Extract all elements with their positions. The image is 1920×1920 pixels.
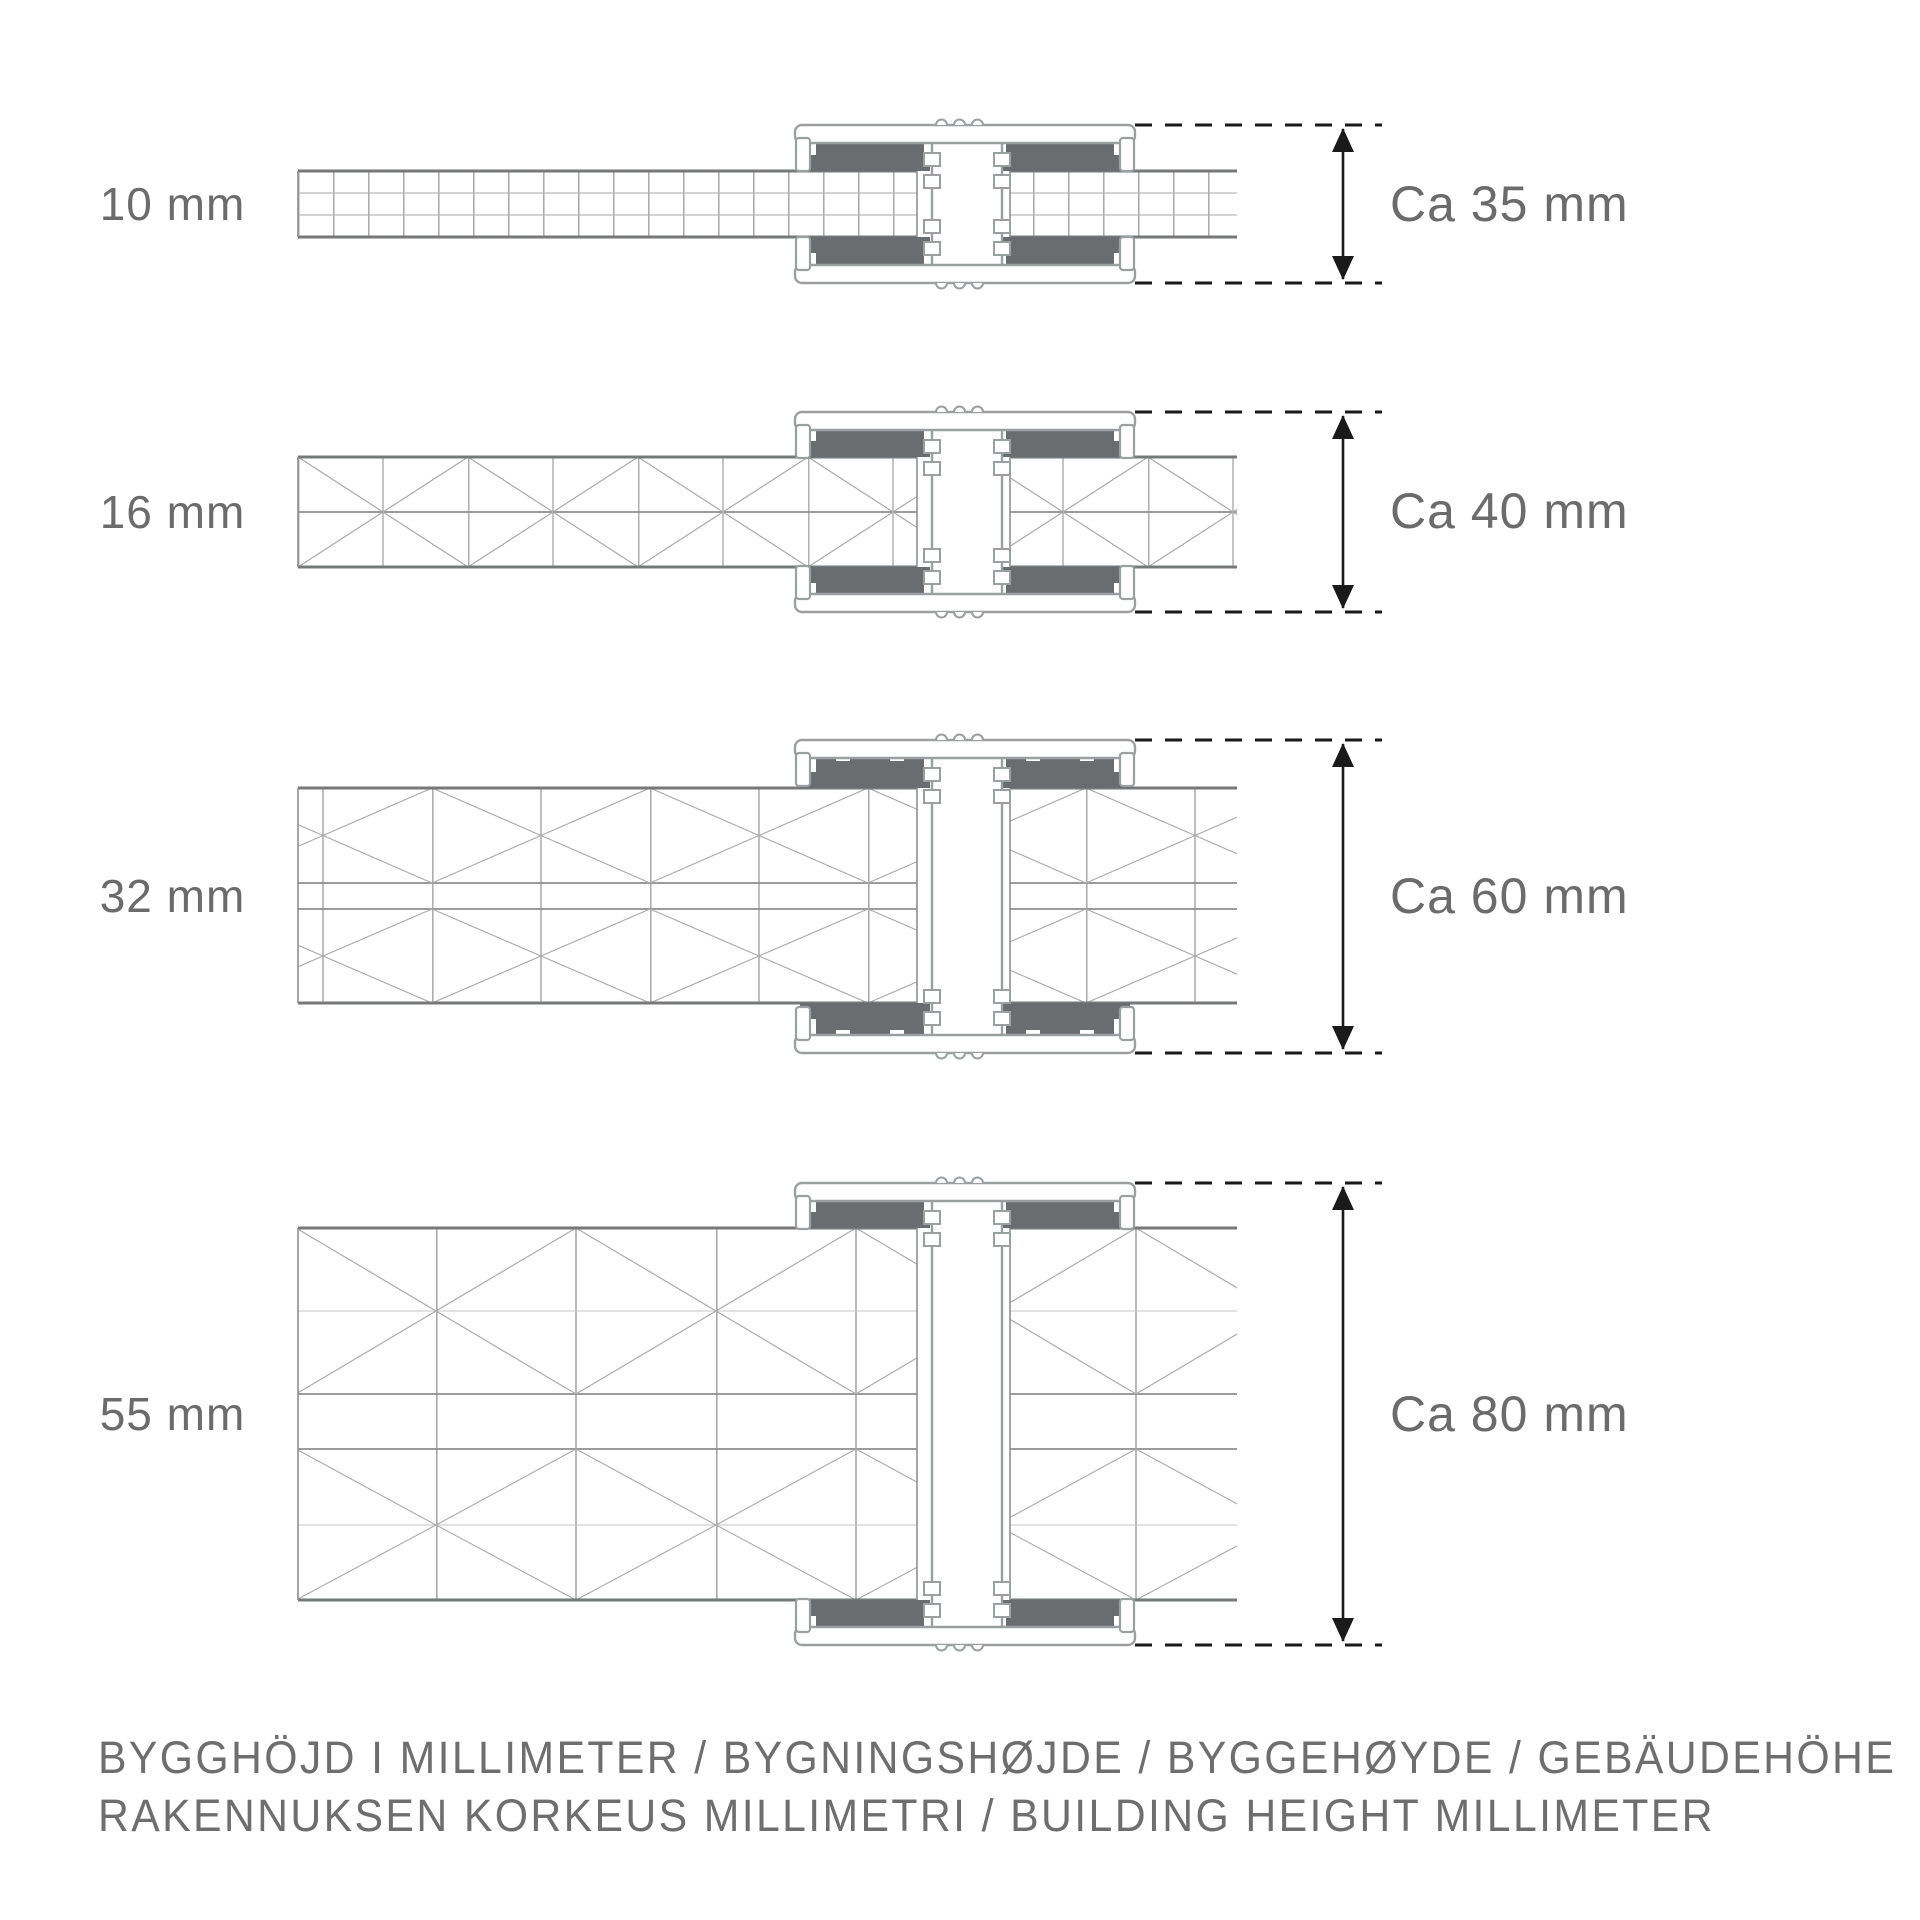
panel-55mm bbox=[298, 1228, 1237, 1600]
panel-thickness-label-16mm: 16 mm bbox=[99, 486, 246, 538]
panel-16mm bbox=[298, 457, 1237, 567]
arrow-up-icon bbox=[1332, 1186, 1354, 1210]
panel-32mm bbox=[298, 788, 1237, 1003]
row-32mm-cross-section bbox=[298, 735, 1382, 1059]
panel-thickness-label-10mm: 10 mm bbox=[99, 178, 246, 230]
profile-core bbox=[932, 141, 1002, 267]
caption-line-2: RAKENNUKSEN KORKEUS MILLIMETRI / BUILDING HEIGHT MILLIMETER bbox=[98, 1790, 1715, 1841]
panel-10mm bbox=[298, 171, 1237, 237]
caption-line-1: BYGGHÖJD I MILLIMETER / BYGNINGSHØJDE / BYGGEHØYDE / GEBÄUDEHÖHE bbox=[98, 1732, 1897, 1783]
arrow-down-icon bbox=[1332, 585, 1354, 609]
panel-thickness-label-32mm: 32 mm bbox=[99, 870, 246, 922]
profile-core bbox=[932, 756, 1002, 1037]
building-height-label-40mm: Ca 40 mm bbox=[1390, 483, 1629, 539]
profile-core bbox=[932, 1199, 1002, 1629]
building-height-label-80mm: Ca 80 mm bbox=[1390, 1386, 1629, 1442]
row-55mm-cross-section bbox=[298, 1178, 1382, 1651]
arrow-up-icon bbox=[1332, 415, 1354, 439]
arrow-up-icon bbox=[1332, 743, 1354, 767]
building-height-label-35mm: Ca 35 mm bbox=[1390, 176, 1629, 232]
building-height-label-60mm: Ca 60 mm bbox=[1390, 868, 1629, 924]
arrow-down-icon bbox=[1332, 256, 1354, 280]
arrow-down-icon bbox=[1332, 1026, 1354, 1050]
row-10mm-cross-section bbox=[298, 120, 1382, 289]
profile-core bbox=[932, 428, 1002, 596]
row-16mm-cross-section bbox=[298, 407, 1382, 618]
arrow-up-icon bbox=[1332, 128, 1354, 152]
panel-thickness-label-55mm: 55 mm bbox=[99, 1388, 246, 1440]
arrow-down-icon bbox=[1332, 1618, 1354, 1642]
